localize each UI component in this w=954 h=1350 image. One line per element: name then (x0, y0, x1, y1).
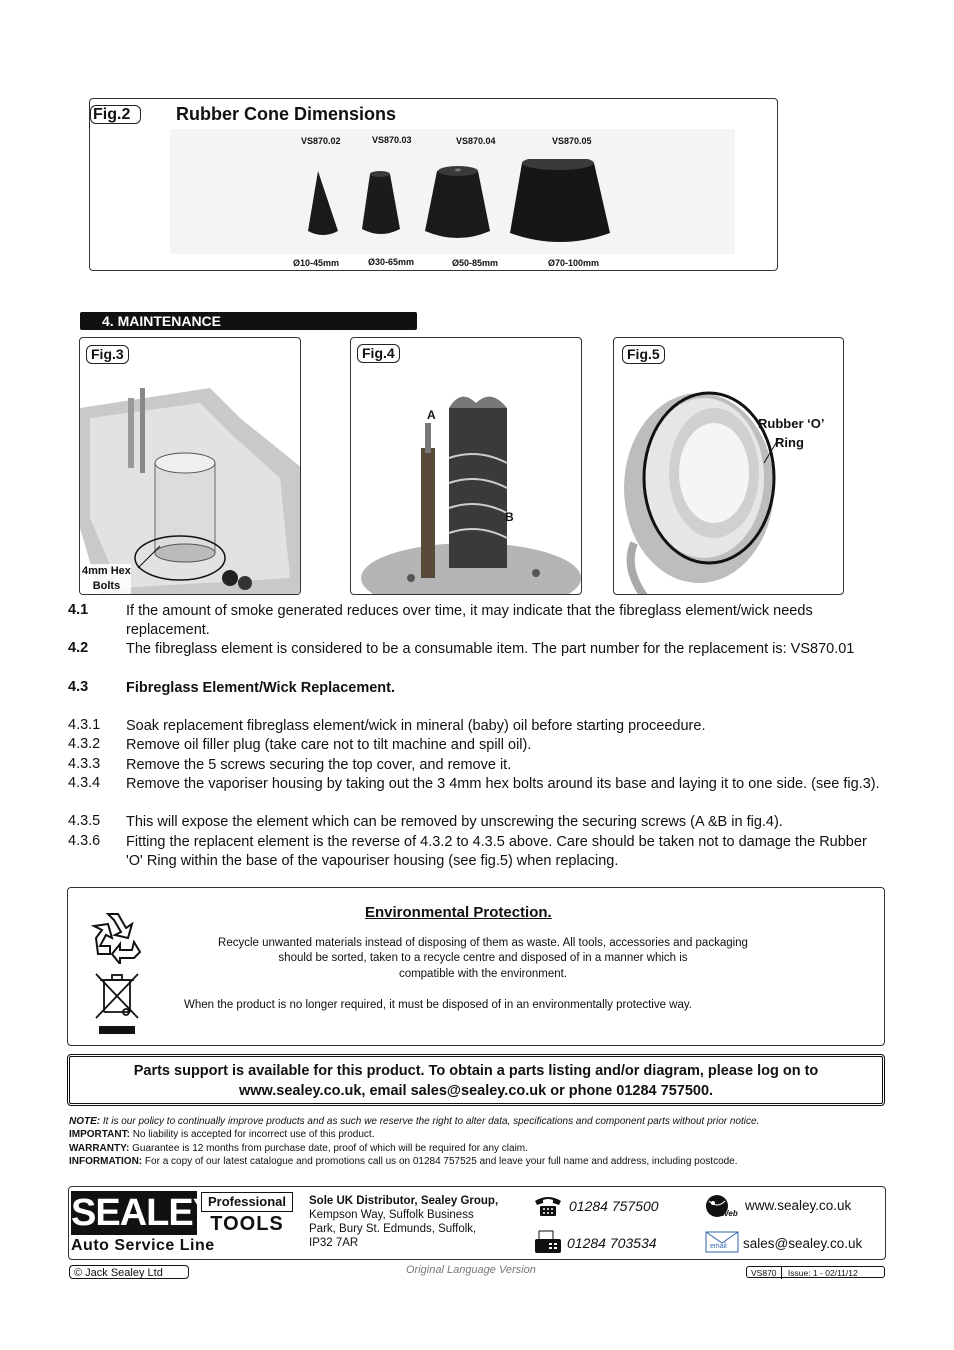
cone-code-4: VS870.05 (552, 136, 592, 146)
fig2-label: Fig.2 (90, 105, 141, 124)
para-num: 4.3.1 (68, 717, 101, 733)
phone-number[interactable]: 01284 757500 (569, 1198, 659, 1214)
important-line (69, 1128, 374, 1141)
para-num: 4.3.6 (68, 833, 101, 849)
fig5-label: Fig.5 (622, 345, 665, 364)
logo-auto-service-line: Auto Service Line (71, 1237, 215, 1254)
footer-panel (68, 1186, 886, 1260)
address-line: Park, Bury St. Edmunds, Suffolk, (309, 1223, 477, 1235)
logo-tools: TOOLS (210, 1213, 284, 1235)
information-text: For a copy of our latest catalogue and promotions call us on 01284 757525 and leave your full name and address, including postcode. (142, 1156, 738, 1167)
para-num: 4.3.3 (68, 756, 101, 772)
env-text-line3: compatible with the environment. (398, 968, 568, 980)
important-label: IMPORTANT: (69, 1129, 130, 1140)
information-line (69, 1155, 738, 1168)
parts-support-line2: www.sealey.co.uk, email sales@sealey.co.uk or phone 01284 757500. (238, 1083, 714, 1099)
note-text: It is our policy to continually improve products and as such we reserve the right to alter data, specifications and component parts without prior notice. (100, 1116, 760, 1127)
fig4-label-a: A (427, 408, 436, 422)
fig5-callout-line1: Rubber ‘O’ (758, 416, 825, 431)
fig3-panel (79, 337, 301, 595)
para-text: Fitting the replacent element is the reverse of 4.3.2 to 4.3.5 above. Care should be taken not to damage the Rubber 'O' Ring within the base of the vapouriser housing (see fig.5) when replacing. (126, 834, 867, 869)
note-label: NOTE: (69, 1116, 101, 1127)
important-text: No liability is accepted for incorrect use of this product. (129, 1129, 375, 1140)
distributor-name: Sole UK Distributor, Sealey Group, (309, 1195, 499, 1207)
rubber-cones-image (290, 159, 620, 249)
cone-size-1: Ø10-45mm (293, 258, 340, 268)
parts-support-panel (67, 1054, 885, 1106)
fig4-label: Fig.4 (357, 344, 400, 363)
para-text: This will expose the element which can be removed by unscrewing the securing screws (A &B in fig.4). (126, 814, 783, 830)
para-text: If the amount of smoke generated reduces over time, it may indicate that the fibreglass element/wick needs replacement. (126, 603, 813, 638)
parts-support-line1: Parts support is available for this product. To obtain a parts listing and/or diagram, please log on to (133, 1063, 819, 1079)
email-link[interactable]: sales@sealey.co.uk (743, 1236, 863, 1251)
fig5-callout (758, 414, 824, 452)
para-num: 4.2 (68, 640, 89, 656)
env-text-line2: should be sorted, taken to a recycle centre and disposed of in a manner which is (278, 952, 688, 964)
element-wick-image (351, 388, 582, 595)
weee-bin-icon (92, 970, 142, 1038)
cone-size-3: Ø50-85mm (452, 258, 499, 268)
para-text: Remove oil filler plug (take care not to tilt machine and spill oil). (126, 737, 532, 753)
o-ring-housing-image (614, 368, 844, 595)
logo-professional: Professional (201, 1192, 293, 1212)
model-issue-box (746, 1266, 885, 1278)
website-link[interactable]: www.sealey.co.uk (745, 1198, 852, 1213)
language-version: Original Language Version (406, 1264, 536, 1276)
note-line (69, 1115, 759, 1128)
vaporiser-housing-image (80, 378, 301, 595)
env-text-line4: When the product is no longer required, it must be disposed of in an environmentally protective way. (184, 999, 692, 1011)
para-num: 4.3.2 (68, 736, 101, 752)
fig3-label: Fig.3 (86, 345, 129, 364)
copyright: © Jack Sealey Ltd (69, 1265, 189, 1279)
para-text: Remove the vaporiser housing by taking out the 3 4mm hex bolts around its base and laying it to one side. (see fig.3). (126, 776, 880, 792)
cone-code-3: VS870.04 (456, 136, 496, 146)
section-heading-bar (80, 312, 417, 330)
fig4-panel (350, 337, 582, 595)
web-icon-label: Web (721, 1209, 738, 1218)
fig2-panel (89, 98, 778, 271)
email-icon (705, 1231, 739, 1253)
warranty-line (69, 1142, 528, 1155)
email-icon-label: email (710, 1243, 727, 1250)
cone-code-2: VS870.03 (372, 135, 412, 145)
web-icon (703, 1191, 741, 1221)
para-text: Fibreglass Element/Wick Replacement. (126, 680, 396, 696)
distributor-block (309, 1194, 498, 1250)
address-line: IP32 7AR (309, 1237, 359, 1249)
env-title: Environmental Protection. (365, 904, 552, 921)
sealey-logo (71, 1189, 293, 1257)
fig3-callout-line2: Bolts (92, 580, 121, 592)
para-num: 4.3 (68, 679, 89, 695)
logo-main: SEALEY (71, 1192, 218, 1234)
environmental-panel (67, 887, 885, 1046)
fig5-panel (613, 337, 844, 595)
phone-icon (533, 1195, 563, 1217)
env-text-line1: Recycle unwanted materials instead of disposing of them as waste. All tools, accessories and packaging (218, 937, 748, 949)
fig4-label-b: B (505, 510, 514, 524)
para-text: Remove the 5 screws securing the top cover, and remove it. (126, 757, 512, 773)
information-label: INFORMATION: (69, 1156, 143, 1167)
issue-date: Issue: 1 - 02/11/12 (787, 1268, 858, 1278)
fig5-callout-line2: Ring (775, 435, 804, 450)
para-num: 4.3.5 (68, 813, 101, 829)
cone-size-4: Ø70-100mm (548, 258, 600, 268)
section-heading: 4. MAINTENANCE (102, 313, 222, 329)
cone-size-2: Ø30-65mm (368, 257, 415, 267)
model-number: VS870 (747, 1267, 782, 1279)
para-text: Soak replacement fibreglass element/wick in mineral (baby) oil before starting proceedure. (126, 718, 706, 734)
fig3-callout (82, 564, 131, 594)
cone-code-1: VS870.02 (301, 136, 341, 146)
fax-number: 01284 703534 (567, 1235, 657, 1251)
para-text: The fibreglass element is considered to be a consumable item. The part number for the replacement is: VS870.01 (126, 641, 855, 657)
address-line: Kempson Way, Suffolk Business (309, 1209, 474, 1221)
fax-icon (533, 1229, 563, 1255)
fig2-title: Rubber Cone Dimensions (176, 104, 397, 124)
para-num: 4.1 (68, 602, 89, 618)
warranty-label: WARRANTY: (69, 1143, 130, 1154)
fig3-callout-line1: 4mm Hex (82, 565, 131, 577)
para-num: 4.3.4 (68, 775, 101, 791)
warranty-text: Guarantee is 12 months from purchase date, proof of which will be required for any claim. (129, 1143, 528, 1154)
